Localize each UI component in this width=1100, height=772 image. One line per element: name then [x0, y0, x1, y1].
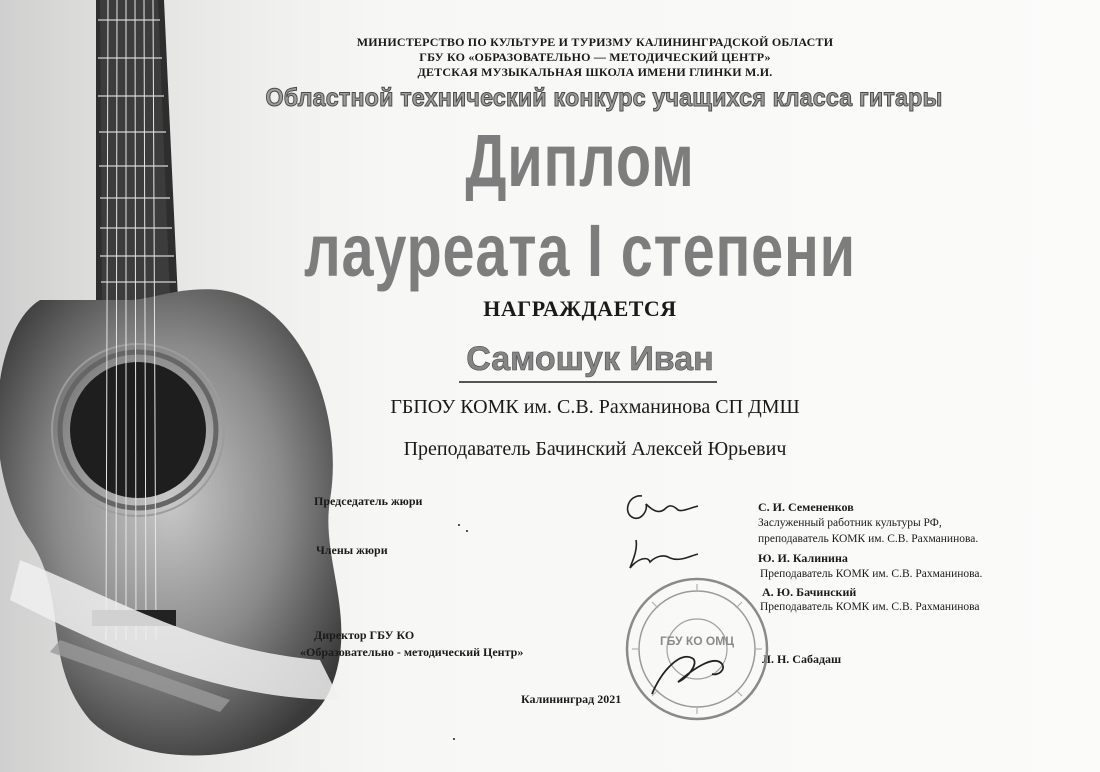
recipient-teacher: Преподаватель Бачинский Алексей Юрьевич — [403, 438, 787, 460]
recipient-name: Самошук Иван — [466, 340, 714, 378]
place-year: Калининград 2021 — [521, 692, 622, 706]
ministry-line-1: МИНИСТЕРСТВО ПО КУЛЬТУРЕ И ТУРИЗМУ КАЛИНИНГРАДСКОЙ ОБЛАСТИ — [356, 35, 834, 49]
jury-chair-label: Председатель жюри — [314, 494, 423, 508]
speck — [466, 530, 468, 532]
ministry-line-2: ГБУ КО «ОБРАЗОВАТЕЛЬНО — МЕТОДИЧЕСКИЙ ЦЕНТР» — [419, 50, 771, 64]
director-name: Л. Н. Сабадаш — [762, 652, 842, 666]
jury-chair-desc-1: Заслуженный работник культуры РФ, — [758, 517, 942, 529]
jury-member-1-desc: Преподаватель КОМК им. С.В. Рахманинова. — [760, 568, 983, 580]
ministry-line-3: ДЕТСКАЯ МУЗЫКАЛЬНАЯ ШКОЛА ИМЕНИ ГЛИНКИ М.И. — [417, 65, 773, 79]
jury-chair-name: С. И. Семененков — [758, 500, 854, 514]
director-label-2: «Образовательно - методический Центр» — [300, 645, 524, 659]
jury-member-1-name: Ю. И. Калинина — [758, 551, 848, 565]
contest-title: Областной технический конкурс учащихся класса гитары — [265, 84, 943, 112]
diploma-title: Диплом — [465, 119, 695, 202]
jury-member-2-name: А. Ю. Бачинский — [762, 585, 857, 599]
stamp-text: ГБУ КО ОМЦ — [659, 634, 735, 648]
jury-chair-desc-2: преподаватель КОМК им. С.В. Рахманинова. — [758, 533, 979, 545]
member-signature — [626, 536, 700, 572]
recipient-name-underline — [459, 381, 717, 383]
chair-signature — [620, 490, 700, 526]
jury-member-2-desc: Преподаватель КОМК им. С.В. Рахманинова — [760, 601, 980, 613]
awarded-label: НАГРАЖДАЕТСЯ — [483, 296, 677, 321]
director-label-1: Директор ГБУ КО — [314, 628, 415, 642]
jury-members-label: Члены жюри — [316, 543, 388, 557]
speck — [458, 524, 460, 526]
official-stamp — [622, 574, 772, 724]
diploma-subtitle: лауреата I степени — [304, 209, 856, 292]
speck — [453, 738, 455, 740]
recipient-school: ГБПОУ КОМК им. С.В. Рахманинова СП ДМШ — [390, 396, 800, 418]
